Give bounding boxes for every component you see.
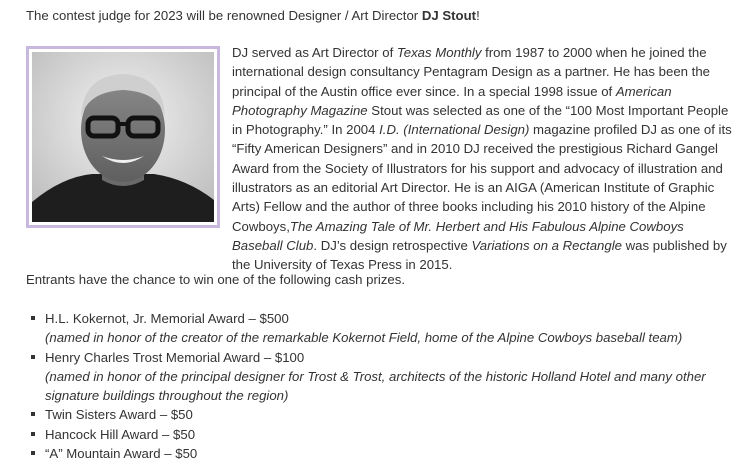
- prize-note: (named in honor of the principal designer for Trost & Trost, architects of the historic Holland Hotel and many other signature buildings throughout the region): [45, 368, 706, 404]
- bio-text: . DJ’s design retrospective: [313, 237, 472, 253]
- bio-italic-title: The Amazing Tale of Mr. Herbert and His Fabulous Alpine Cowboys Baseball Club: [232, 218, 684, 253]
- prize-item: [27, 405, 732, 424]
- prize-item: [27, 444, 732, 463]
- prize-list: [27, 309, 732, 463]
- bio-text: DJ served as Art Director of: [232, 45, 397, 60]
- bullet-icon: [31, 355, 35, 359]
- bio-italic-title: I.D. (International Design): [379, 122, 530, 138]
- bio-italic-title: Texas Monthly: [396, 45, 482, 60]
- prize-item: [27, 309, 732, 348]
- judge-name: DJ Stout: [421, 8, 477, 23]
- prize-label: H.L. Kokernot, Jr. Memorial Award – $500: [45, 311, 289, 326]
- prize-label: Henry Charles Trost Memorial Award – $100: [45, 349, 305, 365]
- bio-italic-title: Variations on a Rectangle: [471, 237, 622, 253]
- intro-paragraph: [26, 8, 480, 23]
- intro-suffix: !: [476, 8, 480, 23]
- prize-label: Hancock Hill Award – $50: [45, 426, 196, 442]
- entrants-text: Entrants have the chance to win one of the following cash prizes.: [26, 272, 405, 287]
- prize-item: [27, 425, 732, 444]
- bullet-icon: [31, 451, 35, 455]
- bullet-icon: [31, 316, 35, 320]
- portrait-photo: [32, 52, 214, 222]
- judge-bio: [232, 43, 732, 275]
- prize-note: (named in honor of the creator of the remarkable Kokernot Field, home of the Alpine Cowboys baseball team): [45, 330, 683, 346]
- bio-text: magazine profiled DJ as one of its “Fifty American Designers” and in 2010 DJ received the prestigious Richard Gangel Award from the Society of Illustrators for his support and advocacy of illustration and illustrators as an editorial Art Director. He is an AIGA (American Institute of Graphic Arts) Fellow and the author of three books including his 2010 history of the Alpine Cowboys,: [232, 122, 732, 234]
- bullet-icon: [31, 432, 35, 436]
- bio-text: from 1987 to 2000 when he joined the international design consultancy Pentagram Design as a partner. He has been the principal of the Austin office ever since. In a special 1998 issue of: [232, 45, 710, 99]
- judge-photo: [26, 46, 220, 228]
- bio-text: was published by the University of Texas Press in 2015.: [232, 237, 727, 273]
- bullet-icon: [31, 412, 35, 416]
- prize-item: [27, 348, 732, 406]
- bio-italic-title: American Photography Magazine: [232, 83, 672, 118]
- bio-text: Stout was selected as one of the “100 Most Important People in Photography.” In 2004: [232, 102, 729, 138]
- prize-label: “A” Mountain Award – $50: [45, 446, 198, 462]
- intro-text: The contest judge for 2023 will be renowned Designer / Art Director: [26, 8, 422, 23]
- prize-label: Twin Sisters Award – $50: [45, 407, 193, 423]
